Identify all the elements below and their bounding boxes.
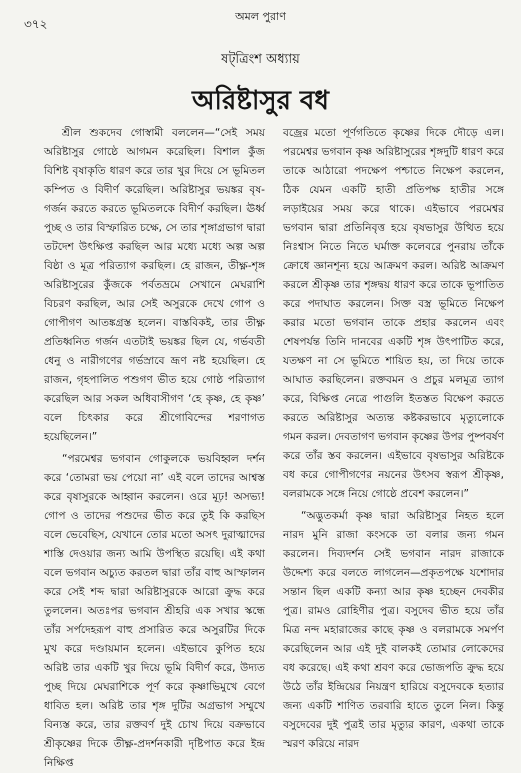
right-column <box>283 124 504 750</box>
paragraph: “পরমেশ্বর ভগবান গোকুলকে ভয়বিহ্বল দর্শন করে ‘তোমরা ভয় পেয়ো না’ এই বলে তাদের আশ্বস্ত করে বৃষাসুরকে আহ্বান করলেন। ওরে মূঢ়! অসভ্য! গোপ ও তাদের পশুদের ভীত করে তুই কি করছিস বলে ভেবেছিস, যেখানে তোর মতো অসৎ দুরাত্মাদের শাস্তি দেওয়ার জন্য আমি উপস্থিত রয়েছি। এই কথা বলে ভগবান অচ্যুত করতল দ্বারা তাঁর বাহু আস্ফালন করে সেই শব্দ দ্বারা অরিষ্টাসুরকে আরো ক্রুদ্ধ করে তুললেন। অতঃপর ভগবান শ্রীহরি এক সখার স্কন্ধে তাঁর সর্পদেহরূপ বাহু প্রসারিত করে অসুরটির দিকে মুখ করে দণ্ডায়মান হলেন। এইভাবে কুপিত হয়ে অরিষ্ট তার একটি খুর দিয়ে ভূমি বিদীর্ণ করে, উদ্যত পুচ্ছ দিয়ে মেঘরাশিকে পূর্ণ করে কৃষ্ণাভিমুখে বেগে ধাবিত হল। অরিষ্ট তার শৃঙ্গ দুটির অগ্রভাগ সম্মুখে বিন্যস্ত করে, তার রক্তবর্ণ দুই চোখ দিয়ে বক্রভাবে শ্রীকৃষ্ণের দিকে তীক্ষ্ণ-প্রদর্শনকারী দৃষ্টিপাত করে ইন্দ্র নিক্ষিপ্ত <box>44 453 265 769</box>
paragraph: বজ্রের মতো পূর্ণগতিতে কৃষ্ণের দিকে দৌড়ে এল। পরমেশ্বর ভগবান কৃষ্ণ অরিষ্টাসুরের শৃঙ্গদুটি ধারণ করে তাকে আঠারো পদক্ষেপ পশ্চাতে নিক্ষেপ করলেন, ঠিক যেমন একটি হাতী প্রতিপক্ষ হাতীর সঙ্গে লড়াইয়ের সময় করে থাকে। এইভাবে পরমেশ্বর ভগবান দ্বারা প্রতিনিবৃত্ত হয়ে বৃষভাসুর উত্থিত হয়ে নিঃশ্বাস নিতে নিতে ঘর্মাক্ত কলেবরে পুনরায় তাঁকে ক্রোধে জ্ঞানশূন্য হয়ে আক্রমণ করল। অরিষ্ট আক্রমণ করলে শ্রীকৃষ্ণ তার শৃঙ্গদ্বয় ধারণ করে তাকে ভূপাতিত করে পদাঘাত করলেন। সিক্ত বস্ত্র ভূমিতে নিক্ষেপ করার মতো ভগবান তাকে প্রহার করলেন এবং শেষপর্যন্ত তিনি দানবের একটি শৃঙ্গ উৎপাটিত করে, যতক্ষণ না সে ভূমিতে শায়িত হয়, তা দিয়ে তাকে আঘাত করছিলেন। রক্তবমন ও প্রচুর মলমূত্র ত্যাগ করে, বিক্ষিপ্ত নেত্রে পাগুলি ইতস্তত বিক্ষেপ করতে করতে অরিষ্টাসুর অত্যন্ত কষ্টকরভাবে মৃত্যুলোকে গমন করল। দেবতাগণ ভগবান কৃষ্ণের উপর পুষ্পবর্ষণ করে তাঁর স্তব করলেন। এইভাবে বৃষভাসুর অরিষ্টকে বধ করে গোপীগণের নয়নের উৎসব স্বরূপ শ্রীকৃষ্ণ, বলরামকে সঙ্গে নিয়ে গোষ্ঠে প্রবেশ করলেন।” <box>283 127 504 500</box>
body-text <box>44 124 504 769</box>
paragraph: “অদ্ভুতকর্মা কৃষ্ণ দ্বারা অরিষ্টাসুর নিহত হলে নারদ মুনি রাজা কংসকে তা বলার জন্য গমন করলেন। দিব্যদর্শন সেই ভগবান নারদ রাজাকে উদ্দেশ্য করে বলতে লাগলেন—প্রকৃতপক্ষে যশোদার সন্তান ছিল একটি কন্যা আর কৃষ্ণ হচ্ছেন দেবকীর পুত্র। রামও রোহিণীর পুত্র। বসুদেব ভীত হয়ে তাঁর মিত্র নন্দ মহারাজের কাছে কৃষ্ণ ও বলরামকে সমর্পণ করেছিলেন আর এই দুই বালকই তোমার লোকেদের বধ করেছে। এই কথা শ্রবণ করে ভোজপতি ক্রুদ্ধ হয়ে উঠে তাঁর ইন্দ্রিয়ের নিয়ন্ত্রণ হারিয়ে বসুদেবকে হত্যার জন্য একটি শাণিত তরবারি হাতে তুলে নিল। কিন্তু বসুদেবের দুই পুত্রই তার মৃত্যুর কারণ, একথা তাকে স্মরণ করিয়ে নারদ <box>283 510 504 750</box>
page-number: ৩৭২ <box>24 17 48 31</box>
chapter-title: অরিষ্টাসুর বধ <box>192 86 329 116</box>
paragraph: শ্রীল শুকদেব গোস্বামী বললেন—“সেই সময় অরিষ্টাসুর গোষ্ঠে আগমন করেছিল। বিশাল কুঁজ বিশিষ্ট বৃষাকৃতি ধারণ করে তার খুর দিয়ে সে ভূমিতল কম্পিত ও বিদীর্ণ করেছিল। অরিষ্টাসুর ভয়ঙ্কর বৃষ-গর্জন করতে করতে ভূমিতলকে বিদীর্ণ করছিল। ঊর্ধ্ব পুচ্ছ ও তার বিস্ফারিত চক্ষে, সে তার শৃঙ্গাগ্রভাগ দ্বারা তটদেশ উৎক্ষিপ্ত করছিল আর মধ্যে মধ্যে অল্প অল্প বিষ্ঠা ও মূত্র পরিত্যাগ করছিল। হে রাজন, তীক্ষ্ণ-শৃঙ্গ অরিষ্টাসুরের কুঁজকে পর্বতভ্রমে সেখানে মেঘরাশি বিচরণ করছিল, আর সেই অসুরকে দেখে গোপ ও গোপীগণ আতঙ্কগ্রস্ত হলেন। বাস্তবিকই, তার তীক্ষ্ণ প্রতিধ্বনিত গর্জন এতটাই ভয়ঙ্কর ছিল যে, গর্ভবতী ধেনু ও নারীগণের গর্ভস্রাবে ভ্রূণ নষ্ট হয়েছিল। হে রাজন, গৃহপালিত পশুগণ ভীত হয়ে গোষ্ঠ পরিত্যাগ করেছিল আর সকল অধিবাসীগণ ‘হে কৃষ্ণ, হে কৃষ্ণ’ বলে চিৎকার করে শ্রীগোবিন্দের শরণাগত হয়েছিলেন।” <box>44 127 265 443</box>
left-column <box>44 124 265 769</box>
running-head: অমল পুরাণ <box>235 10 286 23</box>
chapter-label: ষট্‌ত্রিংশ অধ্যায় <box>221 52 300 67</box>
page-header <box>0 2 521 36</box>
